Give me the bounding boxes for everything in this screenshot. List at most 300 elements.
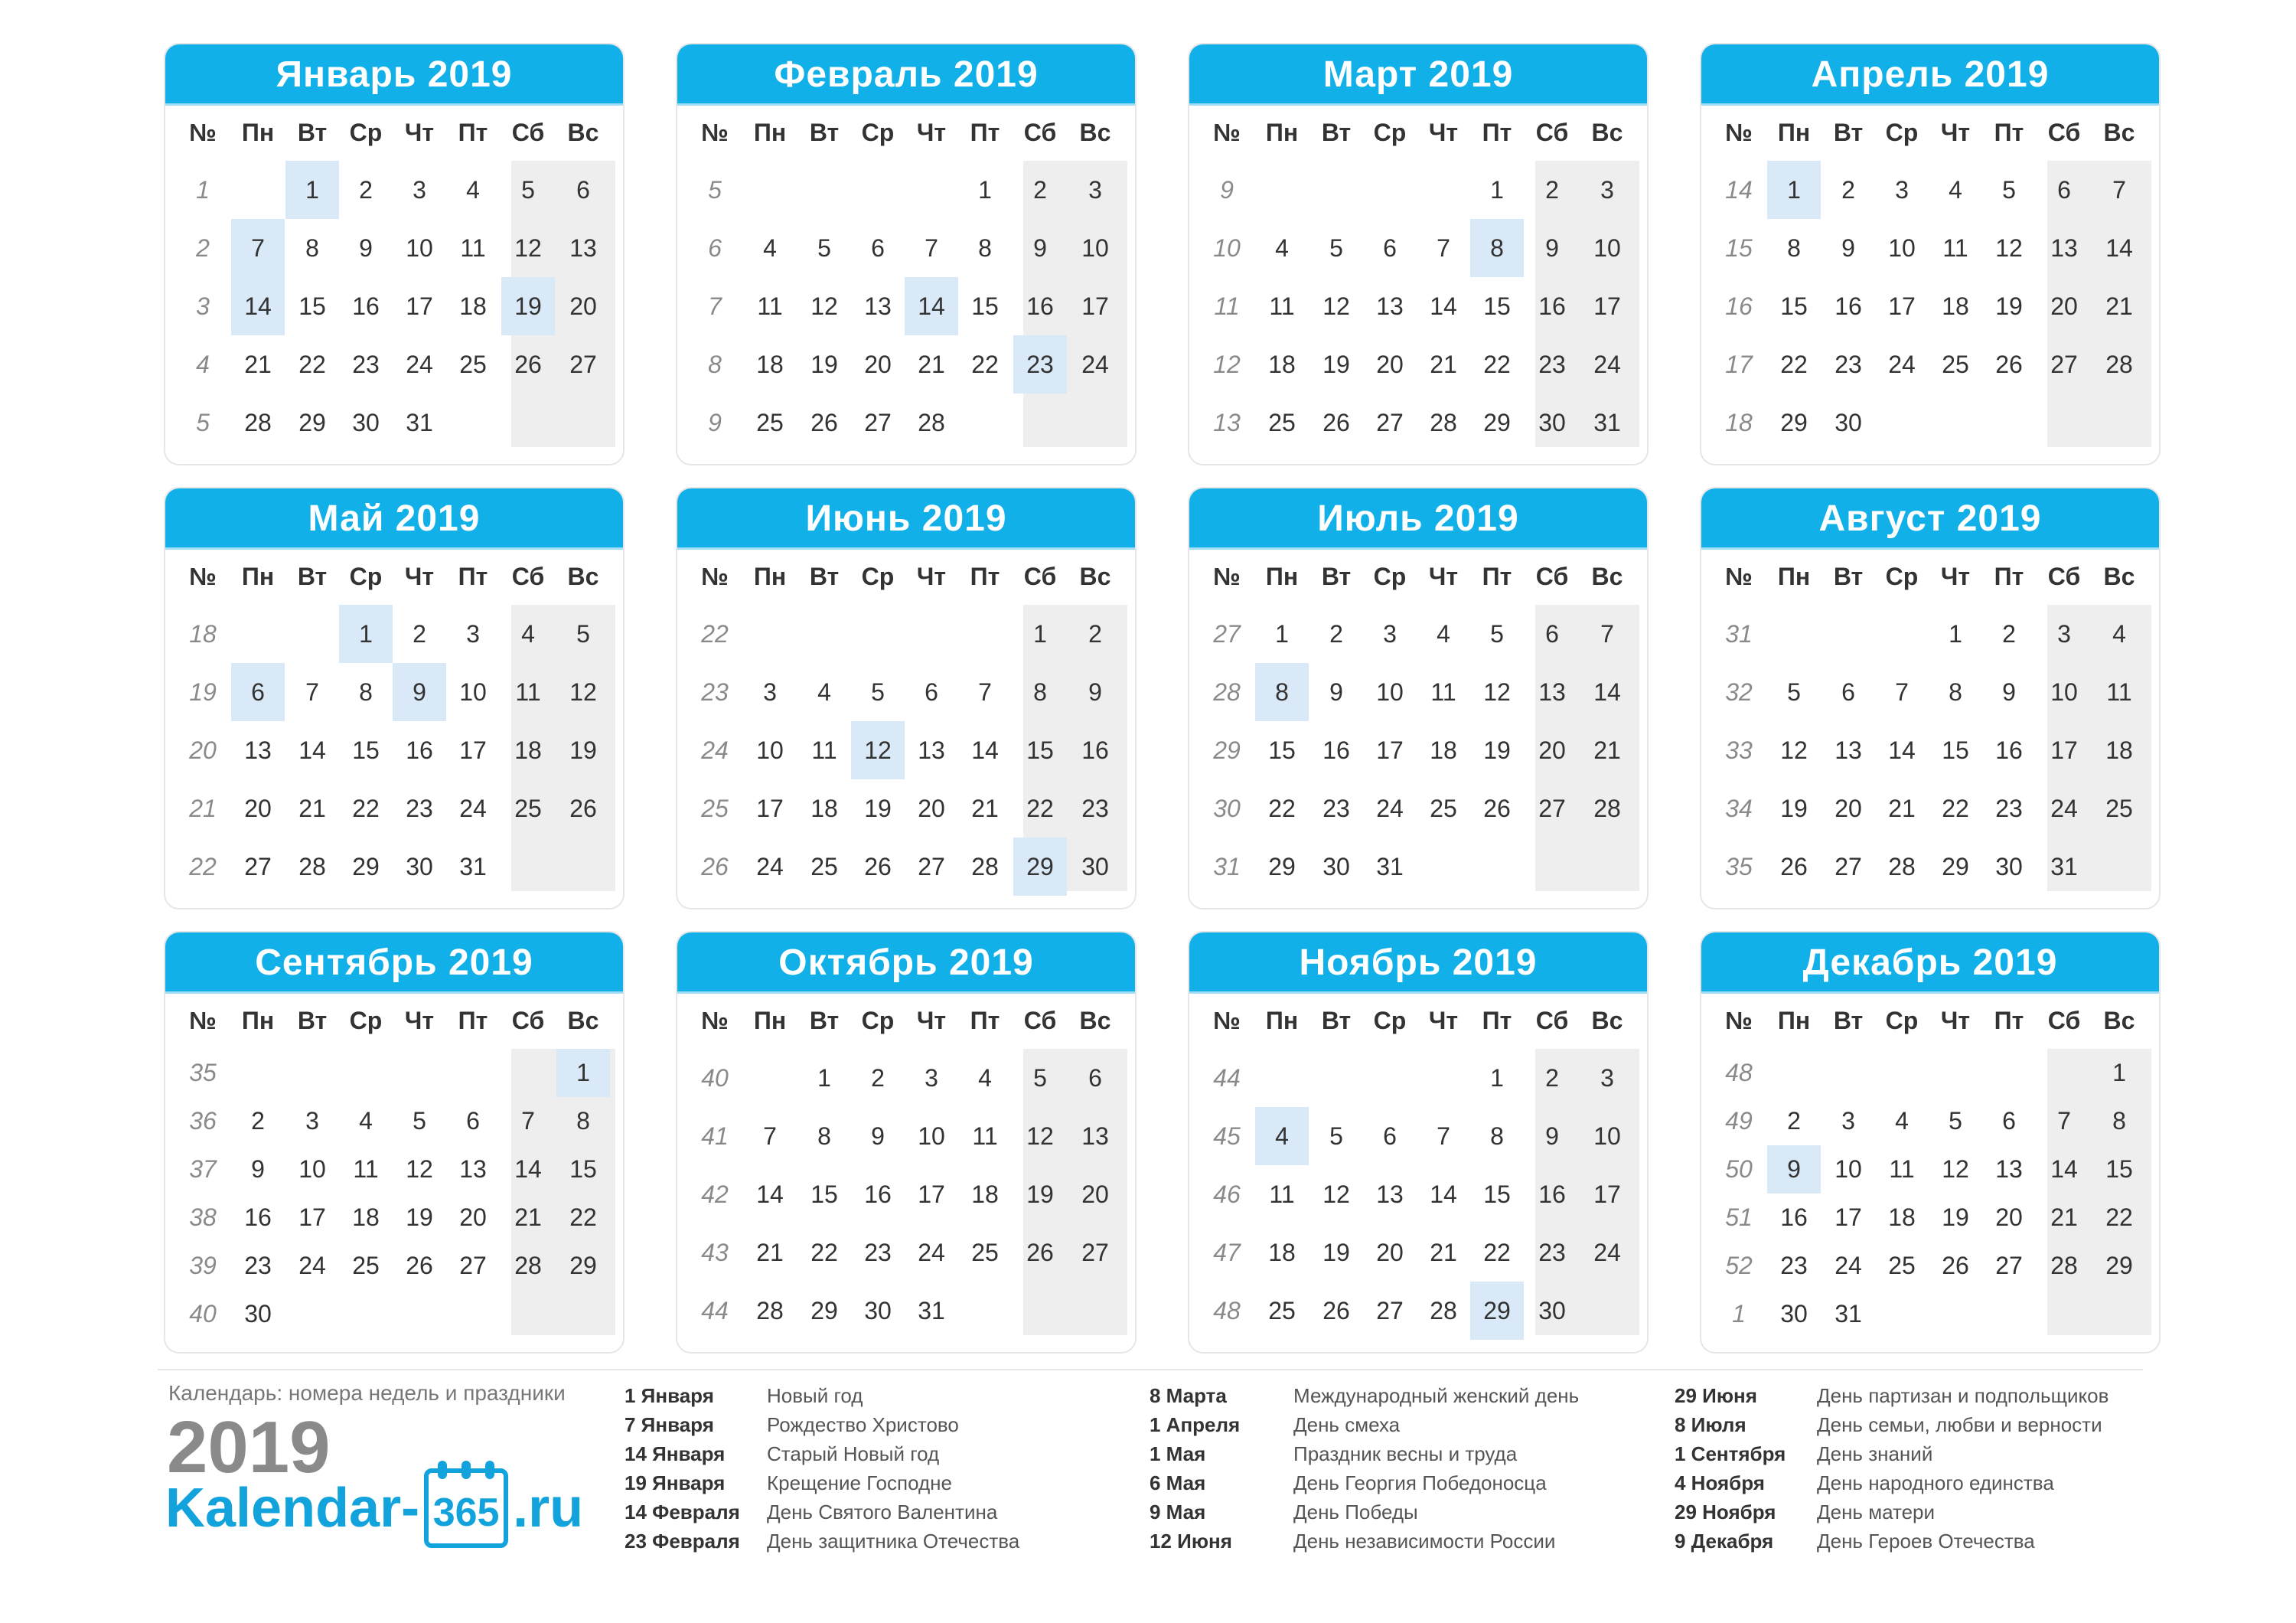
day-cell: 6	[925, 678, 938, 706]
holiday-date: 1 Апреля	[1150, 1413, 1241, 1436]
holiday-date: 4 Ноября	[1675, 1471, 1765, 1494]
day-cell: 6	[1841, 678, 1855, 706]
day-cell: 27	[1538, 795, 1566, 822]
month-title: Апрель 2019	[1701, 44, 2159, 106]
weekday-header: Сб	[1023, 563, 1057, 590]
day-cell: 16	[1322, 736, 1350, 764]
weekday-header: Пн	[241, 1007, 275, 1034]
weekday-header: Ср	[1373, 119, 1407, 146]
month-grid	[1712, 551, 2151, 903]
week-number: 10	[1213, 234, 1241, 262]
month-card	[676, 931, 1137, 1354]
month-grid	[176, 551, 615, 903]
weekday-header: Вс	[1591, 1007, 1623, 1034]
weekday-header: Пн	[1265, 563, 1299, 590]
holiday-name: Крещение Господне	[767, 1471, 952, 1494]
day-cell: 25	[810, 853, 838, 880]
calendar-icon	[424, 1468, 508, 1548]
day-cell: 2	[1841, 176, 1855, 204]
day-cell: 10	[1835, 1155, 1862, 1183]
day-cell: 14	[756, 1181, 784, 1208]
day-cell: 3	[1383, 620, 1397, 648]
day-cell: 31	[2050, 853, 2078, 880]
day-cell: 31	[918, 1297, 945, 1324]
day-cell: 22	[2105, 1203, 2133, 1231]
day-cell: 3	[1600, 176, 1614, 204]
day-cell: 7	[2112, 176, 2126, 204]
day-cell: 14	[514, 1155, 542, 1183]
day-cell: 21	[1593, 736, 1621, 764]
day-cell: 14	[1430, 1181, 1457, 1208]
week-number-header: №	[1213, 563, 1241, 590]
day-cell: 15	[569, 1155, 597, 1183]
day-cell: 12	[1026, 1122, 1054, 1150]
holiday-row	[625, 1384, 1130, 1413]
day-cell: 31	[1835, 1300, 1862, 1327]
day-cell: 31	[406, 409, 433, 436]
site-logo[interactable]	[165, 1468, 583, 1553]
day-cell: 21	[1430, 351, 1457, 378]
day-cell: 12	[569, 678, 597, 706]
day-cell: 29	[810, 1297, 838, 1324]
day-cell: 21	[298, 795, 326, 822]
day-cell: 30	[1081, 853, 1109, 880]
day-cell: 16	[1538, 1181, 1566, 1208]
day-cell: 21	[971, 795, 999, 822]
holiday-row	[625, 1471, 1130, 1501]
day-cell: 7	[763, 1122, 777, 1150]
day-cell: 30	[244, 1300, 272, 1327]
day-cell: 7	[1437, 234, 1450, 262]
month-title: Июнь 2019	[677, 488, 1135, 550]
week-number: 5	[196, 409, 210, 436]
week-number: 35	[189, 1059, 217, 1086]
day-cell: 16	[1538, 292, 1566, 320]
month-card	[164, 43, 625, 465]
day-cell: 21	[1888, 795, 1916, 822]
day-cell: 25	[971, 1239, 999, 1266]
day-cell: 24	[1593, 351, 1621, 378]
day-cell: 22	[298, 351, 326, 378]
holiday-date: 1 Мая	[1150, 1442, 1206, 1465]
day-cell: 27	[918, 853, 945, 880]
day-cell: 1	[1033, 620, 1047, 648]
day-cell: 4	[1275, 234, 1289, 262]
day-cell: 15	[1268, 736, 1296, 764]
day-cell: 17	[298, 1203, 326, 1231]
day-cell: 22	[1268, 795, 1296, 822]
day-cell: 18	[810, 795, 838, 822]
weekday-header: Пт	[1482, 563, 1512, 590]
day-cell: 1	[2112, 1059, 2126, 1086]
day-cell: 3	[1088, 176, 1102, 204]
day-cell: 4	[359, 1107, 373, 1135]
holiday-day-cell: 14	[231, 277, 285, 335]
month-grid	[1200, 995, 1639, 1347]
day-cell: 24	[2050, 795, 2078, 822]
day-cell: 23	[1835, 351, 1862, 378]
day-cell: 8	[2112, 1107, 2126, 1135]
day-cell: 22	[1483, 1239, 1511, 1266]
week-number: 12	[1213, 351, 1241, 378]
day-cell: 11	[811, 736, 837, 764]
month-grid	[688, 551, 1127, 903]
day-cell: 15	[810, 1181, 838, 1208]
holiday-name: День семьи, любви и верности	[1817, 1413, 2102, 1436]
footer-divider	[158, 1369, 2143, 1370]
day-cell: 21	[2105, 292, 2133, 320]
holiday-name: Рождество Христово	[767, 1413, 959, 1436]
day-cell: 3	[305, 1107, 319, 1135]
holiday-date: 14 Января	[625, 1442, 726, 1465]
holiday-date: 1 Сентября	[1675, 1442, 1786, 1465]
day-cell: 21	[918, 351, 945, 378]
month-grid	[688, 107, 1127, 459]
day-cell: 11	[515, 678, 541, 706]
day-cell: 26	[406, 1252, 433, 1279]
month-title: Март 2019	[1189, 44, 1647, 106]
day-cell: 28	[514, 1252, 542, 1279]
day-cell: 27	[459, 1252, 487, 1279]
day-cell: 8	[305, 234, 319, 262]
weekday-header: Сб	[1535, 1007, 1569, 1034]
day-cell: 31	[1593, 409, 1621, 436]
holiday-name: День знаний	[1817, 1442, 1933, 1465]
day-cell: 7	[925, 234, 938, 262]
holiday-name: День Святого Валентина	[767, 1501, 998, 1523]
month-card	[1700, 487, 2161, 909]
holiday-name: День смеха	[1293, 1413, 1401, 1436]
day-cell: 27	[2050, 351, 2078, 378]
week-number: 33	[1725, 736, 1753, 764]
weekday-header: Вт	[1321, 563, 1352, 590]
weekday-header: Пт	[1482, 1007, 1512, 1034]
week-number: 1	[1732, 1300, 1746, 1327]
day-cell: 27	[1995, 1252, 2023, 1279]
day-cell: 8	[978, 234, 992, 262]
day-cell: 18	[1888, 1203, 1916, 1231]
week-number: 32	[1725, 678, 1753, 706]
day-cell: 16	[1995, 736, 2023, 764]
day-cell: 24	[298, 1252, 326, 1279]
holiday-row	[1675, 1413, 2180, 1442]
week-number: 24	[701, 736, 729, 764]
day-cell: 24	[459, 795, 487, 822]
day-cell: 1	[817, 1064, 831, 1092]
week-number: 51	[1725, 1203, 1753, 1231]
weekday-header: Сб	[511, 1007, 545, 1034]
weekday-header: Сб	[511, 119, 545, 146]
weekday-header: Чт	[1940, 119, 1971, 146]
day-cell: 5	[576, 620, 590, 648]
day-cell: 22	[971, 351, 999, 378]
day-cell: 8	[1949, 678, 1962, 706]
day-cell: 28	[918, 409, 945, 436]
week-number: 45	[1213, 1122, 1241, 1150]
month-grid	[1712, 107, 2151, 459]
day-cell: 31	[1376, 853, 1404, 880]
weekday-header: Чт	[916, 1007, 947, 1034]
day-cell: 30	[1835, 409, 1862, 436]
week-number: 27	[1213, 620, 1241, 648]
day-cell: 13	[2050, 234, 2078, 262]
week-number: 40	[189, 1300, 217, 1327]
day-cell: 9	[2002, 678, 2016, 706]
holiday-date: 7 Января	[625, 1413, 714, 1436]
weekday-header: Пн	[1265, 119, 1299, 146]
holiday-name: Старый Новый год	[767, 1442, 940, 1465]
month-title: Октябрь 2019	[677, 932, 1135, 994]
logo-number: 365	[432, 1491, 500, 1535]
day-cell: 5	[413, 1107, 426, 1135]
day-cell: 12	[514, 234, 542, 262]
week-number: 13	[1213, 409, 1241, 436]
day-cell: 16	[406, 736, 433, 764]
day-cell: 14	[2105, 234, 2133, 262]
day-cell: 24	[1081, 351, 1109, 378]
weekday-header: Чт	[404, 1007, 435, 1034]
day-cell: 3	[925, 1064, 938, 1092]
day-cell: 26	[810, 409, 838, 436]
day-cell: 3	[1895, 176, 1909, 204]
weekday-header: Вт	[1833, 563, 1864, 590]
day-cell: 6	[576, 176, 590, 204]
day-cell: 28	[1430, 409, 1457, 436]
month-grid	[1200, 551, 1639, 903]
day-cell: 19	[1026, 1181, 1054, 1208]
month-card	[1188, 487, 1649, 909]
month-grid	[1200, 107, 1639, 459]
week-number-header: №	[1725, 119, 1753, 146]
day-cell: 29	[1780, 409, 1808, 436]
day-cell: 23	[1538, 1239, 1566, 1266]
week-number: 20	[189, 736, 217, 764]
week-number-header: №	[189, 1007, 217, 1034]
day-cell: 7	[1895, 678, 1909, 706]
weekday-header: Вт	[809, 563, 840, 590]
week-number: 22	[189, 853, 217, 880]
day-cell: 25	[514, 795, 542, 822]
holiday-day-cell: 29	[1013, 838, 1067, 896]
weekday-header: Пн	[1777, 1007, 1811, 1034]
day-cell: 15	[971, 292, 999, 320]
week-number-header: №	[1725, 1007, 1753, 1034]
holiday-column	[1150, 1384, 1655, 1559]
holiday-row	[1150, 1442, 1655, 1471]
day-cell: 4	[521, 620, 535, 648]
weekday-header: Сб	[1023, 119, 1057, 146]
day-cell: 11	[972, 1122, 998, 1150]
holiday-name: День независимости России	[1293, 1530, 1556, 1553]
day-cell: 29	[2105, 1252, 2133, 1279]
weekday-header: Ср	[349, 1007, 383, 1034]
week-number: 43	[701, 1239, 729, 1266]
weekday-header: Пт	[970, 1007, 1000, 1034]
day-cell: 28	[2105, 351, 2133, 378]
day-cell: 6	[2002, 1107, 2016, 1135]
week-number: 36	[189, 1107, 217, 1135]
week-number: 18	[189, 620, 217, 648]
day-cell: 13	[864, 292, 892, 320]
day-cell: 27	[1376, 1297, 1404, 1324]
day-cell: 25	[2105, 795, 2133, 822]
week-number: 28	[1213, 678, 1241, 706]
day-cell: 1	[978, 176, 992, 204]
holiday-row	[1675, 1384, 2180, 1413]
week-number: 1	[196, 176, 210, 204]
day-cell: 11	[1430, 678, 1456, 706]
month-grid	[1712, 995, 2151, 1347]
day-cell: 14	[2050, 1155, 2078, 1183]
day-cell: 19	[569, 736, 597, 764]
day-cell: 17	[1835, 1203, 1862, 1231]
day-cell: 7	[1437, 1122, 1450, 1150]
day-cell: 7	[521, 1107, 535, 1135]
day-cell: 22	[1026, 795, 1054, 822]
month-title: Февраль 2019	[677, 44, 1135, 106]
month-card	[676, 43, 1137, 465]
footer-year: 2019	[167, 1406, 331, 1488]
day-cell: 8	[1490, 1122, 1504, 1150]
day-cell: 19	[406, 1203, 433, 1231]
day-cell: 15	[1483, 292, 1511, 320]
holiday-date: 29 Ноября	[1675, 1501, 1776, 1523]
day-cell: 22	[352, 795, 380, 822]
day-cell: 9	[1088, 678, 1102, 706]
day-cell: 29	[569, 1252, 597, 1279]
day-cell: 1	[1490, 176, 1504, 204]
month-card	[1700, 43, 2161, 465]
day-cell: 5	[1033, 1064, 1047, 1092]
week-number: 26	[701, 853, 729, 880]
day-cell: 13	[1995, 1155, 2023, 1183]
weekday-header: Вс	[1591, 563, 1623, 590]
day-cell: 28	[1888, 853, 1916, 880]
week-number: 4	[196, 351, 210, 378]
weekday-header: Пт	[458, 563, 488, 590]
day-cell: 5	[871, 678, 885, 706]
day-cell: 10	[406, 234, 433, 262]
logo-prefix: Kalendar-	[165, 1478, 420, 1539]
week-number: 31	[1213, 853, 1241, 880]
holiday-day-cell: 29	[1470, 1282, 1524, 1340]
weekday-header: Ср	[1885, 119, 1919, 146]
week-number: 35	[1725, 853, 1753, 880]
day-cell: 23	[1995, 795, 2023, 822]
day-cell: 19	[864, 795, 892, 822]
month-title: Август 2019	[1701, 488, 2159, 550]
month-card	[1700, 931, 2161, 1354]
day-cell: 7	[1600, 620, 1614, 648]
day-cell: 16	[1835, 292, 1862, 320]
day-cell: 3	[1841, 1107, 1855, 1135]
day-cell: 17	[1081, 292, 1109, 320]
week-number: 44	[1213, 1064, 1241, 1092]
week-number: 29	[1213, 736, 1241, 764]
day-cell: 13	[1835, 736, 1862, 764]
week-number: 40	[701, 1064, 729, 1092]
weekday-header: Пт	[458, 119, 488, 146]
day-cell: 12	[1780, 736, 1808, 764]
weekday-header: Пн	[241, 563, 275, 590]
holiday-row	[625, 1501, 1130, 1530]
holiday-date: 1 Января	[625, 1384, 714, 1407]
month-grid	[688, 995, 1127, 1347]
day-cell: 10	[1888, 234, 1916, 262]
day-cell: 19	[1322, 1239, 1350, 1266]
day-cell: 26	[1483, 795, 1511, 822]
day-cell: 17	[2050, 736, 2078, 764]
holiday-day-cell: 9	[1767, 1145, 1821, 1194]
day-cell: 27	[1081, 1239, 1109, 1266]
day-cell: 26	[1995, 351, 2023, 378]
day-cell: 26	[514, 351, 542, 378]
day-cell: 15	[1780, 292, 1808, 320]
holiday-name: День Победы	[1293, 1501, 1418, 1523]
week-number: 37	[189, 1155, 217, 1183]
week-number: 23	[701, 678, 729, 706]
holiday-row	[1150, 1413, 1655, 1442]
day-cell: 4	[817, 678, 831, 706]
weekday-header: Сб	[2047, 119, 2081, 146]
day-cell: 11	[757, 292, 783, 320]
holiday-row	[1675, 1442, 2180, 1471]
day-cell: 3	[2057, 620, 2071, 648]
weekday-header: Вс	[567, 563, 599, 590]
week-number: 5	[708, 176, 722, 204]
day-cell: 13	[1538, 678, 1566, 706]
day-cell: 27	[244, 853, 272, 880]
week-number: 22	[701, 620, 729, 648]
day-cell: 28	[2050, 1252, 2078, 1279]
day-cell: 2	[1088, 620, 1102, 648]
weekday-header: Пн	[1777, 563, 1811, 590]
week-number: 18	[1725, 409, 1753, 436]
weekday-header: Чт	[916, 563, 947, 590]
month-grid	[176, 995, 615, 1347]
day-cell: 19	[1995, 292, 2023, 320]
day-cell: 30	[1780, 1300, 1808, 1327]
day-cell: 2	[2002, 620, 2016, 648]
day-cell: 2	[1787, 1107, 1801, 1135]
day-cell: 26	[1322, 1297, 1350, 1324]
week-number-header: №	[189, 563, 217, 590]
holiday-day-cell: 9	[393, 663, 446, 721]
day-cell: 26	[569, 795, 597, 822]
month-card	[676, 487, 1137, 909]
day-cell: 7	[2057, 1107, 2071, 1135]
weekday-header: Сб	[2047, 1007, 2081, 1034]
holiday-name: День защитника Отечества	[767, 1530, 1020, 1553]
weekday-header: Вс	[1079, 119, 1111, 146]
day-cell: 20	[918, 795, 945, 822]
day-cell: 12	[1942, 1155, 1969, 1183]
week-number: 38	[189, 1203, 217, 1231]
day-cell: 16	[244, 1203, 272, 1231]
day-cell: 10	[298, 1155, 326, 1183]
day-cell: 30	[864, 1297, 892, 1324]
day-cell: 28	[244, 409, 272, 436]
weekday-header: Вс	[567, 119, 599, 146]
day-cell: 13	[1081, 1122, 1109, 1150]
day-cell: 4	[466, 176, 480, 204]
day-cell: 22	[1942, 795, 1969, 822]
day-cell: 15	[1483, 1181, 1511, 1208]
month-card	[164, 931, 625, 1354]
day-cell: 4	[1437, 620, 1450, 648]
weekday-header: Пн	[1265, 1007, 1299, 1034]
day-cell: 25	[1942, 351, 1969, 378]
